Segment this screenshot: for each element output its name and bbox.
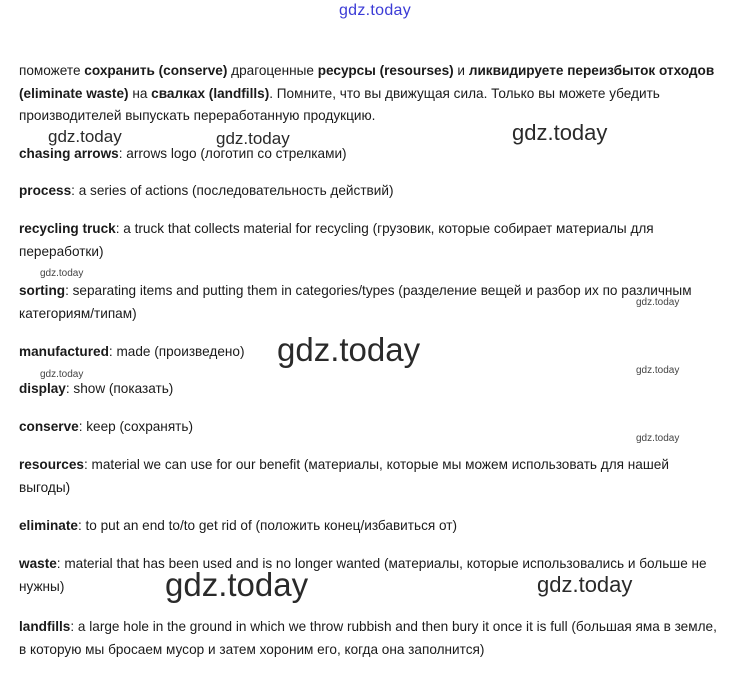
definition-text: : arrows logo (логотип со стрелками) bbox=[118, 146, 347, 161]
intro-text-3: и bbox=[453, 63, 469, 78]
intro-bold-landfills: свалках (landfills) bbox=[151, 85, 270, 101]
watermark: gdz.today bbox=[636, 433, 680, 444]
watermark: gdz.today bbox=[40, 369, 84, 380]
definition-term: chasing arrows bbox=[19, 146, 119, 161]
watermark: gdz.today bbox=[165, 566, 309, 603]
definition-text: : keep (сохранять) bbox=[78, 419, 194, 434]
intro-text-2: драгоценные bbox=[227, 63, 318, 78]
definition-term: waste bbox=[19, 556, 57, 571]
definition-term: landfills bbox=[19, 619, 71, 634]
definition-text: : a large hole in the ground in which we throw rubbish and then bury it once it is full (большая яма в земле, в которую мы бросаем мусор и затем хороним его, когда она заполнится) bbox=[19, 619, 717, 657]
watermark: gdz.today bbox=[48, 127, 122, 146]
definition-term: resources bbox=[19, 457, 84, 472]
definition-recycling-truck bbox=[19, 218, 719, 263]
watermark: gdz.today bbox=[636, 297, 680, 308]
definition-text: : material that has been used and is no longer wanted (материалы, которые использовались и больше не нужны) bbox=[19, 556, 707, 594]
definition-sorting bbox=[19, 280, 719, 325]
definition-process bbox=[19, 180, 719, 203]
intro-text-5: . Помните, что вы движущая сила. Только вы можете убедить производителей выпускать переработанную продукцию. bbox=[19, 85, 660, 123]
definition-resources bbox=[19, 454, 719, 499]
definition-term: conserve bbox=[19, 419, 79, 434]
definition-text: : show (показать) bbox=[65, 381, 174, 396]
definition-text: : material we can use for our benefit (материалы, которые мы можем использовать для нашей выгоды) bbox=[19, 457, 669, 495]
watermark: gdz.today bbox=[216, 129, 290, 148]
definition-text: : made (произведено) bbox=[108, 344, 245, 359]
intro-bold-resources: ресурсы (resourses) bbox=[317, 63, 454, 78]
definition-text: : to put an end to/to get rid of (положить конец/избавиться от) bbox=[77, 518, 458, 533]
definition-eliminate bbox=[19, 515, 719, 538]
watermark: gdz.today bbox=[40, 268, 84, 279]
definition-term: manufactured bbox=[19, 344, 109, 359]
definition-term: display bbox=[19, 381, 66, 396]
watermark: gdz.today bbox=[512, 120, 608, 145]
definition-text: : a truck that collects material for recycling (грузовик, которые собирает материалы для переработки) bbox=[19, 221, 654, 259]
intro-bold-eliminate-waste: ликвидируете переизбыток отходов (eliminate waste) bbox=[19, 63, 715, 101]
definition-term: recycling truck bbox=[19, 221, 116, 236]
definition-display bbox=[19, 378, 719, 401]
definition-term: eliminate bbox=[19, 518, 78, 533]
intro-paragraph bbox=[19, 60, 719, 128]
intro-text-4: на bbox=[128, 85, 152, 101]
definition-chasing-arrows bbox=[19, 143, 719, 166]
definition-text: : separating items and putting them in categories/types (разделение вещей и разбор их по различным категориям/типам) bbox=[19, 283, 692, 321]
definition-term: process bbox=[19, 183, 72, 198]
intro-bold-conserve: сохранить (conserve) bbox=[84, 63, 228, 78]
watermark: gdz.today bbox=[537, 572, 633, 597]
definition-conserve bbox=[19, 416, 719, 439]
intro-text-1: поможете bbox=[19, 63, 85, 78]
watermark-top: gdz.today bbox=[338, 2, 412, 19]
definition-text: : a series of actions (последовательность действий) bbox=[71, 183, 394, 198]
definition-term: sorting bbox=[19, 283, 66, 298]
definition-landfills bbox=[19, 616, 719, 661]
watermark: gdz.today bbox=[277, 331, 421, 368]
watermark: gdz.today bbox=[636, 365, 680, 376]
